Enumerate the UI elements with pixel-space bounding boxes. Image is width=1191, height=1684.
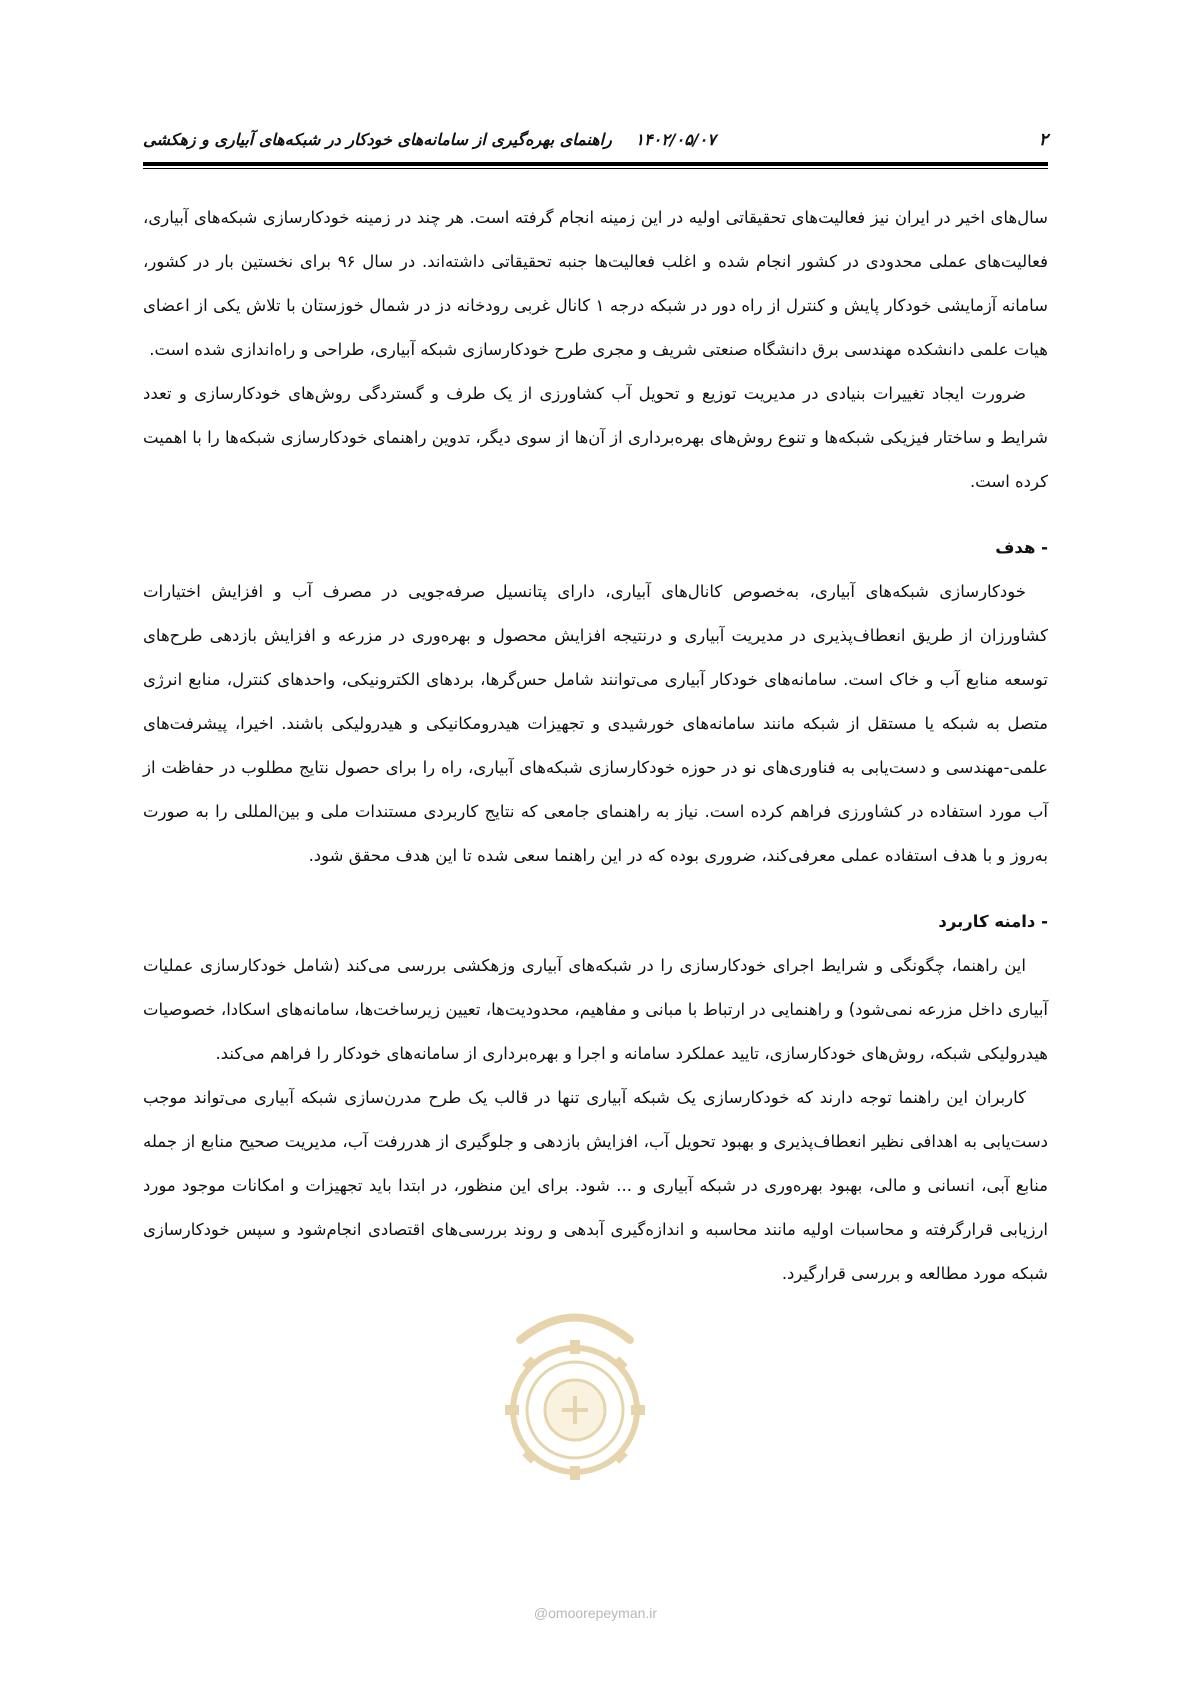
intro-paragraph-1: سال‌های اخیر در ایران نیز فعالیت‌های تحقیقاتی اولیه در این زمینه انجام گرفته است. هر چند در زمینه خودکارسازی شبکه‌های آبیاری، فعالیت‌های عملی محدودی در کشور انجام شده و اغلب فعالیت‌ها جنبه تحقیقاتی داشته‌اند. در سال ۹۶ برای نخستین بار در کشور، سامانه آزمایشی خودکار پایش و کنترل از راه دور در شبکه درجه ۱ کانال غربی رودخانه دز در شمال خوزستان با تلاش یکی از اعضای هیات علمی دانشکده مهندسی برق دانشگاه صنعتی شریف و مجری طرح خودکارسازی شبکه آبیاری، طراحی و راه‌اندازی شده است. [143, 208, 1048, 359]
scope-paragraph-2: کاربران این راهنما توجه دارند که خودکارسازی یک شبکه آبیاری تنها در قالب یک طرح مدرن‌سازی شبکه آبیاری می‌تواند موجب دست‌یابی به اهدافی نظیر انعطاف‌پذیری و بهبود تحویل آب، افزایش بازدهی و جلوگیری از هدررفت آب، مدیریت صحیح منابع از جمله منابع آبی، انسانی و مالی، بهبود بهره‌وری در شبکه آبیاری و ... شود. برای این منظور، در ابتدا باید تجهیزات و امکانات موجود مورد ارزیابی قرارگرفته و محاسبات اولیه مانند محاسبه و اندازه‌گیری آبدهی و روند بررسی‌های اقتصادی انجام‌شود و سپس خودکارسازی شبکه مورد مطالعه و بررسی قرارگیرد. [143, 1088, 1048, 1283]
intro-paragraph-2: ضرورت ایجاد تغییرات بنیادی در مدیریت توزیع و تحویل آب کشاورزی از یک طرف و گستردگی روش‌های خودکارسازی و تعدد شرایط و ساختار فیزیکی شبکه‌ها و تنوع روش‌های بهره‌برداری از آن‌ها از سوی دیگر، تدوین راهنمای خودکارسازی شبکه‌ها را با اهمیت کرده است. [143, 384, 1048, 491]
spacer [143, 504, 1048, 526]
header-title-text: راهنمای بهره‌گیری از سامانه‌های خودکار در شبکه‌های آبیاری و زهکشی [143, 130, 612, 149]
watermark-seal-logo [470, 1300, 680, 1510]
heading-scope: - دامنه کاربرد [938, 912, 1048, 931]
heading-goal: - هدف [995, 538, 1048, 557]
spacer [143, 878, 1048, 900]
page-number: ۲ [1038, 130, 1048, 150]
page-body [143, 196, 1048, 1296]
page-header [143, 128, 1048, 158]
header-rule-thin [143, 168, 1048, 169]
header-date: ۱۴۰۲/۰۵/۰۷ [635, 130, 716, 149]
goal-paragraph: خودکارسازی شبکه‌های آبیاری، به‌خصوص کانال‌های آبیاری، دارای پتانسیل صرفه‌جویی در مصرف آب و افزایش اختیارات کشاورزان از طریق انعطاف‌پذیری در مدیریت آبیاری و درنتیجه افزایش محصول و بهره‌وری در مزرعه و افزایش بازدهی طرح‌های توسعه منابع آب و خاک است. سامانه‌های خودکار آبیاری می‌توانند شامل حس‌گرها، بردهای الکترونیکی، واحدهای کنترل، منابع انرژی متصل به شبکه یا مستقل از شبکه مانند سامانه‌های خورشیدی و تجهیزات هیدرومکانیکی و هیدرولیکی باشند. اخیرا، پیشرفت‌های علمی-مهندسی و دست‌یابی به فناوری‌های نو در حوزه خودکارسازی شبکه‌های آبیاری، راه را برای حصول نتایج مطلوب در حفاظت از آب مورد استفاده در کشاورزی فراهم کرده است. نیاز به راهنمای جامعی که نتایج کاربردی مستندات ملی و بین‌المللی را به صورت به‌روز و با هدف استفاده عملی معرفی‌کند، ضروری بوده که در این راهنما سعی شده تا این هدف محقق شود. [143, 582, 1048, 865]
scope-paragraph-1: این راهنما، چگونگی و شرایط اجرای خودکارسازی را در شبکه‌های آبیاری وزهکشی بررسی می‌کند (شامل خودکارسازی عملیات آبیاری داخل مزرعه نمی‌شود) و راهنمایی در ارتباط با مبانی و مفاهیم، محدودیت‌ها، تعیین زیرساخت‌ها، سامانه‌های اسکادا، خصوصیات هیدرولیکی شبکه، روش‌های خودکارسازی، تایید عملکرد سامانه و اجرا و بهره‌برداری از سامانه‌های خودکار را فراهم می‌کند. [143, 956, 1048, 1063]
running-title [143, 130, 716, 149]
watermark-url: @omoorepeyman.ir [533, 1605, 658, 1621]
header-rule-thick [143, 162, 1048, 166]
